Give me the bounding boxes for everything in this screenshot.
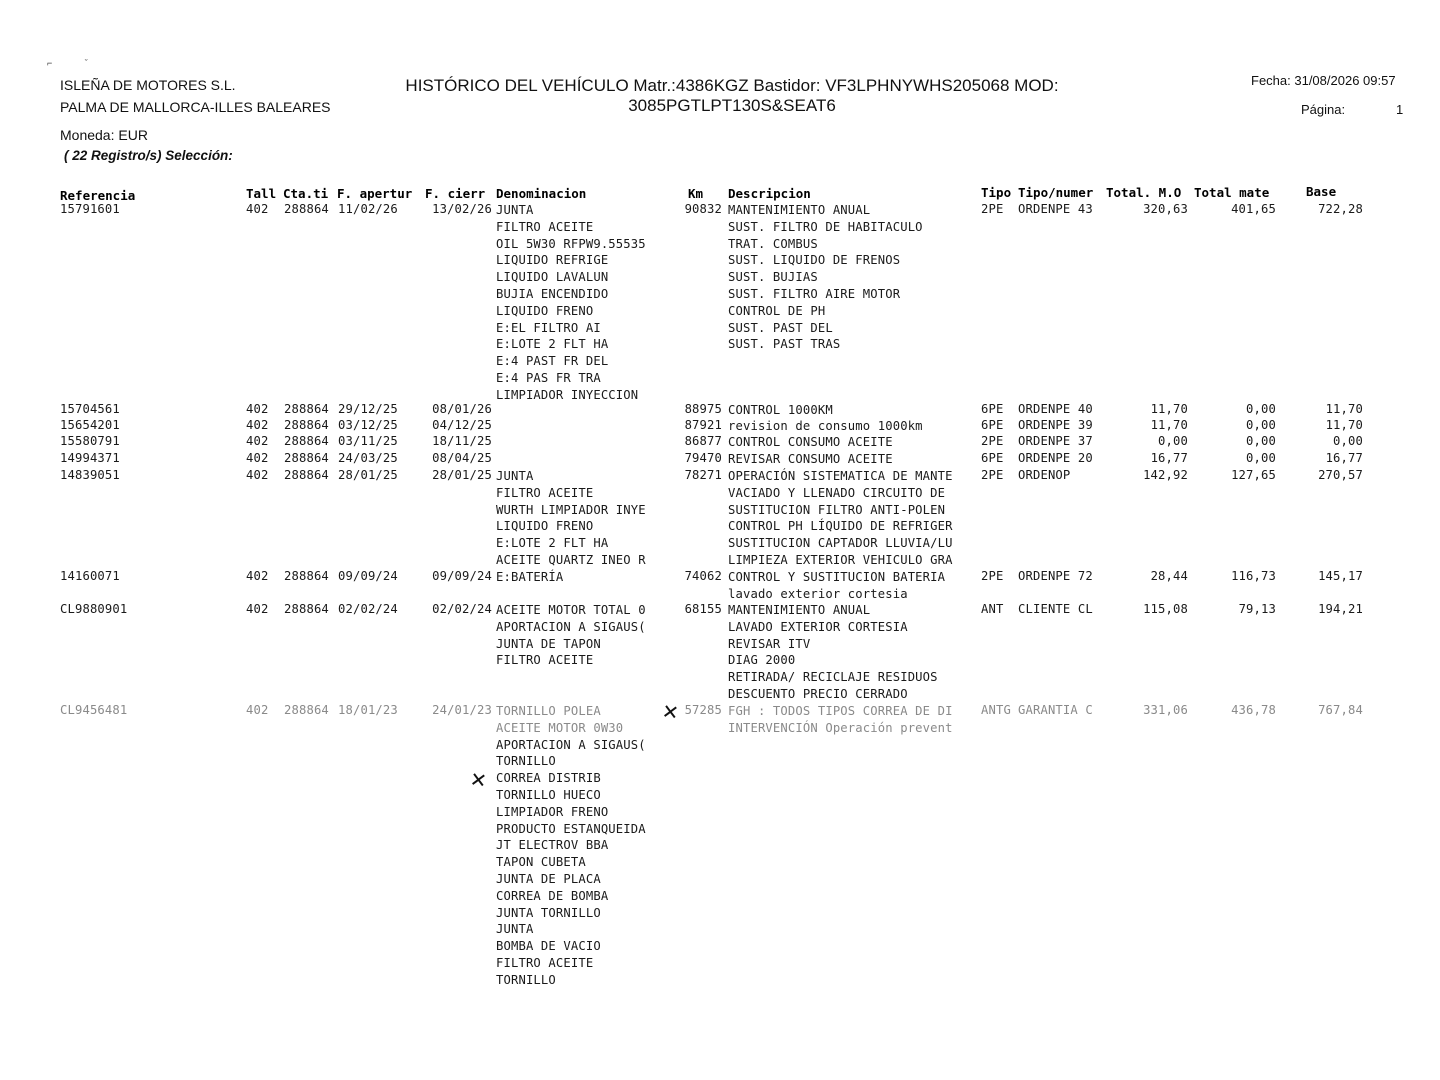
cell-total-mo: 28,44 bbox=[1150, 569, 1188, 583]
cell-base: 16,77 bbox=[1325, 451, 1363, 465]
cell-km: 57285 bbox=[684, 703, 722, 717]
denominacion-item: JUNTA bbox=[496, 203, 534, 217]
column-header-referencia: Referencia bbox=[60, 188, 136, 203]
record-count-selection: ( 22 Registro/s) Selección: bbox=[64, 148, 233, 163]
cell-total-mo: 331,06 bbox=[1143, 703, 1188, 717]
descripcion-item: LIMPIEZA EXTERIOR VEHICULO GRA bbox=[728, 552, 953, 567]
descripcion-list bbox=[728, 468, 953, 569]
cell-total-mo: 11,70 bbox=[1150, 402, 1188, 416]
denominacion-item: E:LOTE 2 FLT HA bbox=[496, 337, 609, 352]
cell-total-mat: 436,78 bbox=[1231, 703, 1276, 717]
descripcion-item: MANTENIMIENTO ANUAL bbox=[728, 203, 871, 217]
cell-tipo-numero: ORDENOP bbox=[1018, 468, 1071, 482]
cell-f-cierre: 24/01/23 bbox=[432, 703, 492, 717]
denominacion-list bbox=[496, 602, 646, 669]
descripcion-item: VACIADO Y LLENADO CIRCUITO DE bbox=[728, 485, 946, 500]
column-header-km: Km bbox=[688, 186, 704, 201]
denominacion-item: PRODUCTO ESTANQUEIDA bbox=[496, 821, 646, 836]
denominacion-item: JUNTA DE TAPON bbox=[496, 636, 601, 651]
denominacion-list bbox=[496, 468, 646, 569]
cell-base: 11,70 bbox=[1325, 402, 1363, 416]
cell-f-cierre: 04/12/25 bbox=[432, 418, 492, 432]
column-header-total-mat: Total mate bbox=[1194, 185, 1270, 200]
denominacion-item: JUNTA DE PLACA bbox=[496, 871, 601, 886]
cell-taller: 402 bbox=[246, 468, 269, 482]
descripcion-item: SUST. FILTRO AIRE MOTOR bbox=[728, 286, 901, 301]
descripcion-item: SUSTITUCION FILTRO ANTI-POLEN bbox=[728, 502, 946, 517]
column-header-tipo-numero: Tipo/numer bbox=[1018, 185, 1094, 200]
cell-total-mo: 0,00 bbox=[1158, 434, 1188, 448]
cell-total-mat: 401,65 bbox=[1231, 202, 1276, 216]
cell-referencia: CL9456481 bbox=[60, 703, 128, 717]
cell-tipo-numero: ORDENPE 43 bbox=[1018, 202, 1093, 216]
cell-cuenta: 288864 bbox=[284, 434, 329, 448]
cell-referencia: 15654201 bbox=[60, 418, 120, 432]
cell-base: 270,57 bbox=[1318, 468, 1363, 482]
cell-tipo: 2PE bbox=[981, 569, 1004, 583]
cell-total-mo: 115,08 bbox=[1143, 602, 1188, 616]
cell-base: 11,70 bbox=[1325, 418, 1363, 432]
cell-referencia: 15791601 bbox=[60, 202, 120, 216]
cell-taller: 402 bbox=[246, 569, 269, 583]
cell-cuenta: 288864 bbox=[284, 468, 329, 482]
cell-base: 722,28 bbox=[1318, 202, 1363, 216]
descripcion-list bbox=[728, 569, 945, 603]
cell-referencia: 14839051 bbox=[60, 468, 120, 482]
denominacion-item: FILTRO ACEITE bbox=[496, 653, 594, 668]
denominacion-item: LIQUIDO REFRIGE bbox=[496, 253, 609, 268]
cell-f-apertura: 03/11/25 bbox=[338, 434, 398, 448]
cell-tipo: 2PE bbox=[981, 202, 1004, 216]
descripcion-item: CONTROL CONSUMO ACEITE bbox=[728, 435, 893, 449]
scan-corner-mark: ⌐ ˇ bbox=[47, 58, 88, 68]
cell-total-mo: 11,70 bbox=[1150, 418, 1188, 432]
cell-base: 145,17 bbox=[1318, 569, 1363, 583]
cell-f-apertura: 11/02/26 bbox=[338, 202, 398, 216]
denominacion-item: FILTRO ACEITE bbox=[496, 955, 594, 970]
cell-f-apertura: 18/01/23 bbox=[338, 703, 398, 717]
column-header-total-mo: Total. M.O bbox=[1106, 185, 1182, 200]
cell-tipo: 6PE bbox=[981, 418, 1004, 432]
cell-tipo: 2PE bbox=[981, 468, 1004, 482]
cell-total-mat: 0,00 bbox=[1246, 451, 1276, 465]
column-header-denominacion: Denominacion bbox=[496, 186, 587, 201]
descripcion-item: SUST. FILTRO DE HABITACULO bbox=[728, 219, 923, 234]
descripcion-item: TRAT. COMBUS bbox=[728, 236, 818, 251]
cell-f-cierre: 08/04/25 bbox=[432, 451, 492, 465]
cell-tipo-numero: ORDENPE 39 bbox=[1018, 418, 1093, 432]
descripcion-item: REVISAR CONSUMO ACEITE bbox=[728, 452, 893, 466]
cell-taller: 402 bbox=[246, 434, 269, 448]
cell-referencia: CL9880901 bbox=[60, 602, 128, 616]
cell-tipo-numero: ORDENPE 37 bbox=[1018, 434, 1093, 448]
descripcion-list bbox=[728, 451, 893, 468]
cell-tipo: 6PE bbox=[981, 451, 1004, 465]
page-number: 1 bbox=[1396, 102, 1404, 117]
cell-km: 79470 bbox=[684, 451, 722, 465]
cell-taller: 402 bbox=[246, 202, 269, 216]
cell-total-mat: 116,73 bbox=[1231, 569, 1276, 583]
cell-base: 767,84 bbox=[1318, 703, 1363, 717]
cell-cuenta: 288864 bbox=[284, 402, 329, 416]
descripcion-item: CONTROL 1000KM bbox=[728, 403, 833, 417]
descripcion-list bbox=[728, 434, 893, 451]
descripcion-item: RETIRADA/ RECICLAJE RESIDUOS bbox=[728, 670, 938, 685]
cell-total-mo: 142,92 bbox=[1143, 468, 1188, 482]
cell-total-mat: 0,00 bbox=[1246, 402, 1276, 416]
cell-tipo: ANT bbox=[981, 602, 1004, 616]
company-name: ISLEÑA DE MOTORES S.L. bbox=[60, 77, 236, 93]
cell-km: 86877 bbox=[684, 434, 722, 448]
column-header-taller: Tall bbox=[246, 186, 277, 201]
cell-km: 87921 bbox=[684, 418, 722, 432]
denominacion-item: APORTACION A SIGAUS( bbox=[496, 619, 646, 634]
cell-f-cierre: 08/01/26 bbox=[432, 402, 492, 416]
column-header-f-apertura: F. apertur bbox=[337, 186, 413, 201]
cell-total-mo: 320,63 bbox=[1143, 202, 1188, 216]
denominacion-item: TORNILLO POLEA bbox=[496, 704, 601, 718]
cell-km: 90832 bbox=[684, 202, 722, 216]
descripcion-item: DESCUENTO PRECIO CERRADO bbox=[728, 686, 908, 701]
descripcion-item: lavado exterior cortesia bbox=[728, 586, 908, 601]
page-label: Página: bbox=[1301, 102, 1346, 117]
descripcion-item: SUSTITUCION CAPTADOR LLUVIA/LU bbox=[728, 536, 953, 551]
document-title-line1: HISTÓRICO DEL VEHÍCULO Matr.:4386KGZ Bastidor: VF3LPHNYWHS205068 MOD: bbox=[405, 76, 1059, 95]
cell-base: 194,21 bbox=[1318, 602, 1363, 616]
cell-km: 68155 bbox=[684, 602, 722, 616]
denominacion-item: JT ELECTROV BBA bbox=[496, 838, 609, 853]
denominacion-item: TAPON CUBETA bbox=[496, 855, 586, 870]
cell-f-apertura: 29/12/25 bbox=[338, 402, 398, 416]
cell-referencia: 15704561 bbox=[60, 402, 120, 416]
cell-cuenta: 288864 bbox=[284, 451, 329, 465]
column-header-descripcion: Descripcion bbox=[728, 186, 811, 201]
denominacion-item: LIQUIDO FRENO bbox=[496, 519, 594, 534]
denominacion-item: FILTRO ACEITE bbox=[496, 485, 594, 500]
descripcion-item: SUST. LIQUIDO DE FRENOS bbox=[728, 253, 901, 268]
column-header-f-cierre: F. cierr bbox=[425, 186, 486, 201]
cell-total-mat: 0,00 bbox=[1246, 434, 1276, 448]
denominacion-item: BOMBA DE VACIO bbox=[496, 939, 601, 954]
document-title bbox=[342, 76, 1122, 116]
denominacion-item: E:BATERÍA bbox=[496, 570, 564, 584]
denominacion-item: APORTACION A SIGAUS( bbox=[496, 737, 646, 752]
cell-km: 74062 bbox=[684, 569, 722, 583]
descripcion-item: revision de consumo 1000km bbox=[728, 419, 923, 433]
handwritten-x-mark-correa: ✕ bbox=[468, 766, 489, 794]
cell-tipo-numero: ORDENPE 40 bbox=[1018, 402, 1093, 416]
denominacion-item: JUNTA TORNILLO bbox=[496, 905, 601, 920]
cell-f-apertura: 02/02/24 bbox=[338, 602, 398, 616]
denominacion-item: TORNILLO bbox=[496, 972, 556, 987]
descripcion-item: CONTROL Y SUSTITUCION BATERIA bbox=[728, 570, 946, 584]
denominacion-item: BUJIA ENCENDIDO bbox=[496, 286, 609, 301]
descripcion-item: SUST. PAST TRAS bbox=[728, 337, 841, 352]
denominacion-list bbox=[496, 703, 646, 989]
denominacion-item: CORREA DISTRIB bbox=[496, 771, 601, 786]
cell-tipo-numero: ORDENPE 20 bbox=[1018, 451, 1093, 465]
cell-f-apertura: 28/01/25 bbox=[338, 468, 398, 482]
denominacion-item: CORREA DE BOMBA bbox=[496, 888, 609, 903]
cell-taller: 402 bbox=[246, 602, 269, 616]
denominacion-item: ACEITE MOTOR 0W30 bbox=[496, 720, 624, 735]
denominacion-list bbox=[496, 569, 563, 586]
cell-tipo-numero: GARANTIA C bbox=[1018, 703, 1093, 717]
denominacion-item: OIL 5W30 RFPW9.55535 bbox=[496, 236, 646, 251]
cell-km: 78271 bbox=[684, 468, 722, 482]
denominacion-item: E:EL FILTRO AI bbox=[496, 320, 601, 335]
cell-cuenta: 288864 bbox=[284, 202, 329, 216]
descripcion-item: CONTROL PH LÍQUIDO DE REFRIGER bbox=[728, 519, 953, 534]
descripcion-list bbox=[728, 402, 833, 419]
descripcion-item: REVISAR ITV bbox=[728, 636, 811, 651]
denominacion-item: TORNILLO HUECO bbox=[496, 787, 601, 802]
column-header-cuenta: Cta.ti bbox=[283, 186, 329, 201]
cell-f-cierre: 28/01/25 bbox=[432, 468, 492, 482]
print-date: Fecha: 31/08/2026 09:57 bbox=[1251, 73, 1396, 88]
cell-total-mat: 79,13 bbox=[1238, 602, 1276, 616]
column-header-base: Base bbox=[1306, 184, 1337, 199]
cell-cuenta: 288864 bbox=[284, 602, 329, 616]
denominacion-item: LIMPIADOR INYECCION bbox=[496, 387, 639, 402]
descripcion-item: MANTENIMIENTO ANUAL bbox=[728, 603, 871, 617]
currency: Moneda: EUR bbox=[60, 127, 148, 143]
cell-tipo: 6PE bbox=[981, 402, 1004, 416]
denominacion-item: TORNILLO bbox=[496, 754, 556, 769]
denominacion-item: LIQUIDO LAVALUN bbox=[496, 270, 609, 285]
descripcion-item: OPERACIÓN SISTEMATICA DE MANTE bbox=[728, 469, 953, 483]
cell-tipo: ANTG bbox=[981, 703, 1011, 717]
denominacion-item: WURTH LIMPIADOR INYE bbox=[496, 502, 646, 517]
cell-cuenta: 288864 bbox=[284, 569, 329, 583]
denominacion-item: E:LOTE 2 FLT HA bbox=[496, 536, 609, 551]
denominacion-item: LIQUIDO FRENO bbox=[496, 303, 594, 318]
cell-referencia: 14160071 bbox=[60, 569, 120, 583]
cell-taller: 402 bbox=[246, 703, 269, 717]
denominacion-list bbox=[496, 202, 646, 404]
cell-cuenta: 288864 bbox=[284, 418, 329, 432]
cell-cuenta: 288864 bbox=[284, 703, 329, 717]
descripcion-item: LAVADO EXTERIOR CORTESIA bbox=[728, 619, 908, 634]
cell-base: 0,00 bbox=[1333, 434, 1363, 448]
descripcion-item: DIAG 2000 bbox=[728, 653, 796, 668]
descripcion-item: FGH : TODOS TIPOS CORREA DE DI bbox=[728, 704, 953, 718]
denominacion-item: FILTRO ACEITE bbox=[496, 219, 594, 234]
descripcion-list bbox=[728, 703, 953, 737]
cell-taller: 402 bbox=[246, 451, 269, 465]
denominacion-item: ACEITE QUARTZ INEO R bbox=[496, 552, 646, 567]
descripcion-item: SUST. BUJIAS bbox=[728, 270, 818, 285]
denominacion-item: JUNTA bbox=[496, 922, 534, 937]
cell-taller: 402 bbox=[246, 418, 269, 432]
cell-referencia: 15580791 bbox=[60, 434, 120, 448]
cell-total-mat: 0,00 bbox=[1246, 418, 1276, 432]
cell-total-mo: 16,77 bbox=[1150, 451, 1188, 465]
descripcion-list bbox=[728, 418, 923, 435]
handwritten-x-mark-km: ✕ bbox=[660, 698, 681, 726]
descripcion-item: CONTROL DE PH bbox=[728, 303, 826, 318]
denominacion-item: E:4 PAS FR TRA bbox=[496, 370, 601, 385]
cell-tipo-numero: ORDENPE 72 bbox=[1018, 569, 1093, 583]
denominacion-item: E:4 PAST FR DEL bbox=[496, 354, 609, 369]
cell-f-cierre: 18/11/25 bbox=[432, 434, 492, 448]
descripcion-item: SUST. PAST DEL bbox=[728, 320, 833, 335]
cell-f-cierre: 02/02/24 bbox=[432, 602, 492, 616]
cell-tipo: 2PE bbox=[981, 434, 1004, 448]
cell-f-apertura: 24/03/25 bbox=[338, 451, 398, 465]
cell-km: 88975 bbox=[684, 402, 722, 416]
denominacion-item: ACEITE MOTOR TOTAL 0 bbox=[496, 603, 646, 617]
cell-referencia: 14994371 bbox=[60, 451, 120, 465]
cell-f-apertura: 03/12/25 bbox=[338, 418, 398, 432]
company-location: PALMA DE MALLORCA-ILLES BALEARES bbox=[60, 99, 331, 115]
descripcion-list bbox=[728, 602, 938, 703]
descripcion-list bbox=[728, 202, 923, 353]
cell-taller: 402 bbox=[246, 402, 269, 416]
denominacion-item: LIMPIADOR FRENO bbox=[496, 804, 609, 819]
cell-f-apertura: 09/09/24 bbox=[338, 569, 398, 583]
denominacion-item: JUNTA bbox=[496, 469, 534, 483]
cell-tipo-numero: CLIENTE CL bbox=[1018, 602, 1093, 616]
column-header-tipo: Tipo bbox=[981, 185, 1012, 200]
cell-f-cierre: 09/09/24 bbox=[432, 569, 492, 583]
cell-total-mat: 127,65 bbox=[1231, 468, 1276, 482]
descripcion-item: INTERVENCIÓN Operación prevent bbox=[728, 720, 953, 735]
document-title-line2: 3085PGTLPT130S&SEAT6 bbox=[628, 96, 836, 115]
cell-f-cierre: 13/02/26 bbox=[432, 202, 492, 216]
